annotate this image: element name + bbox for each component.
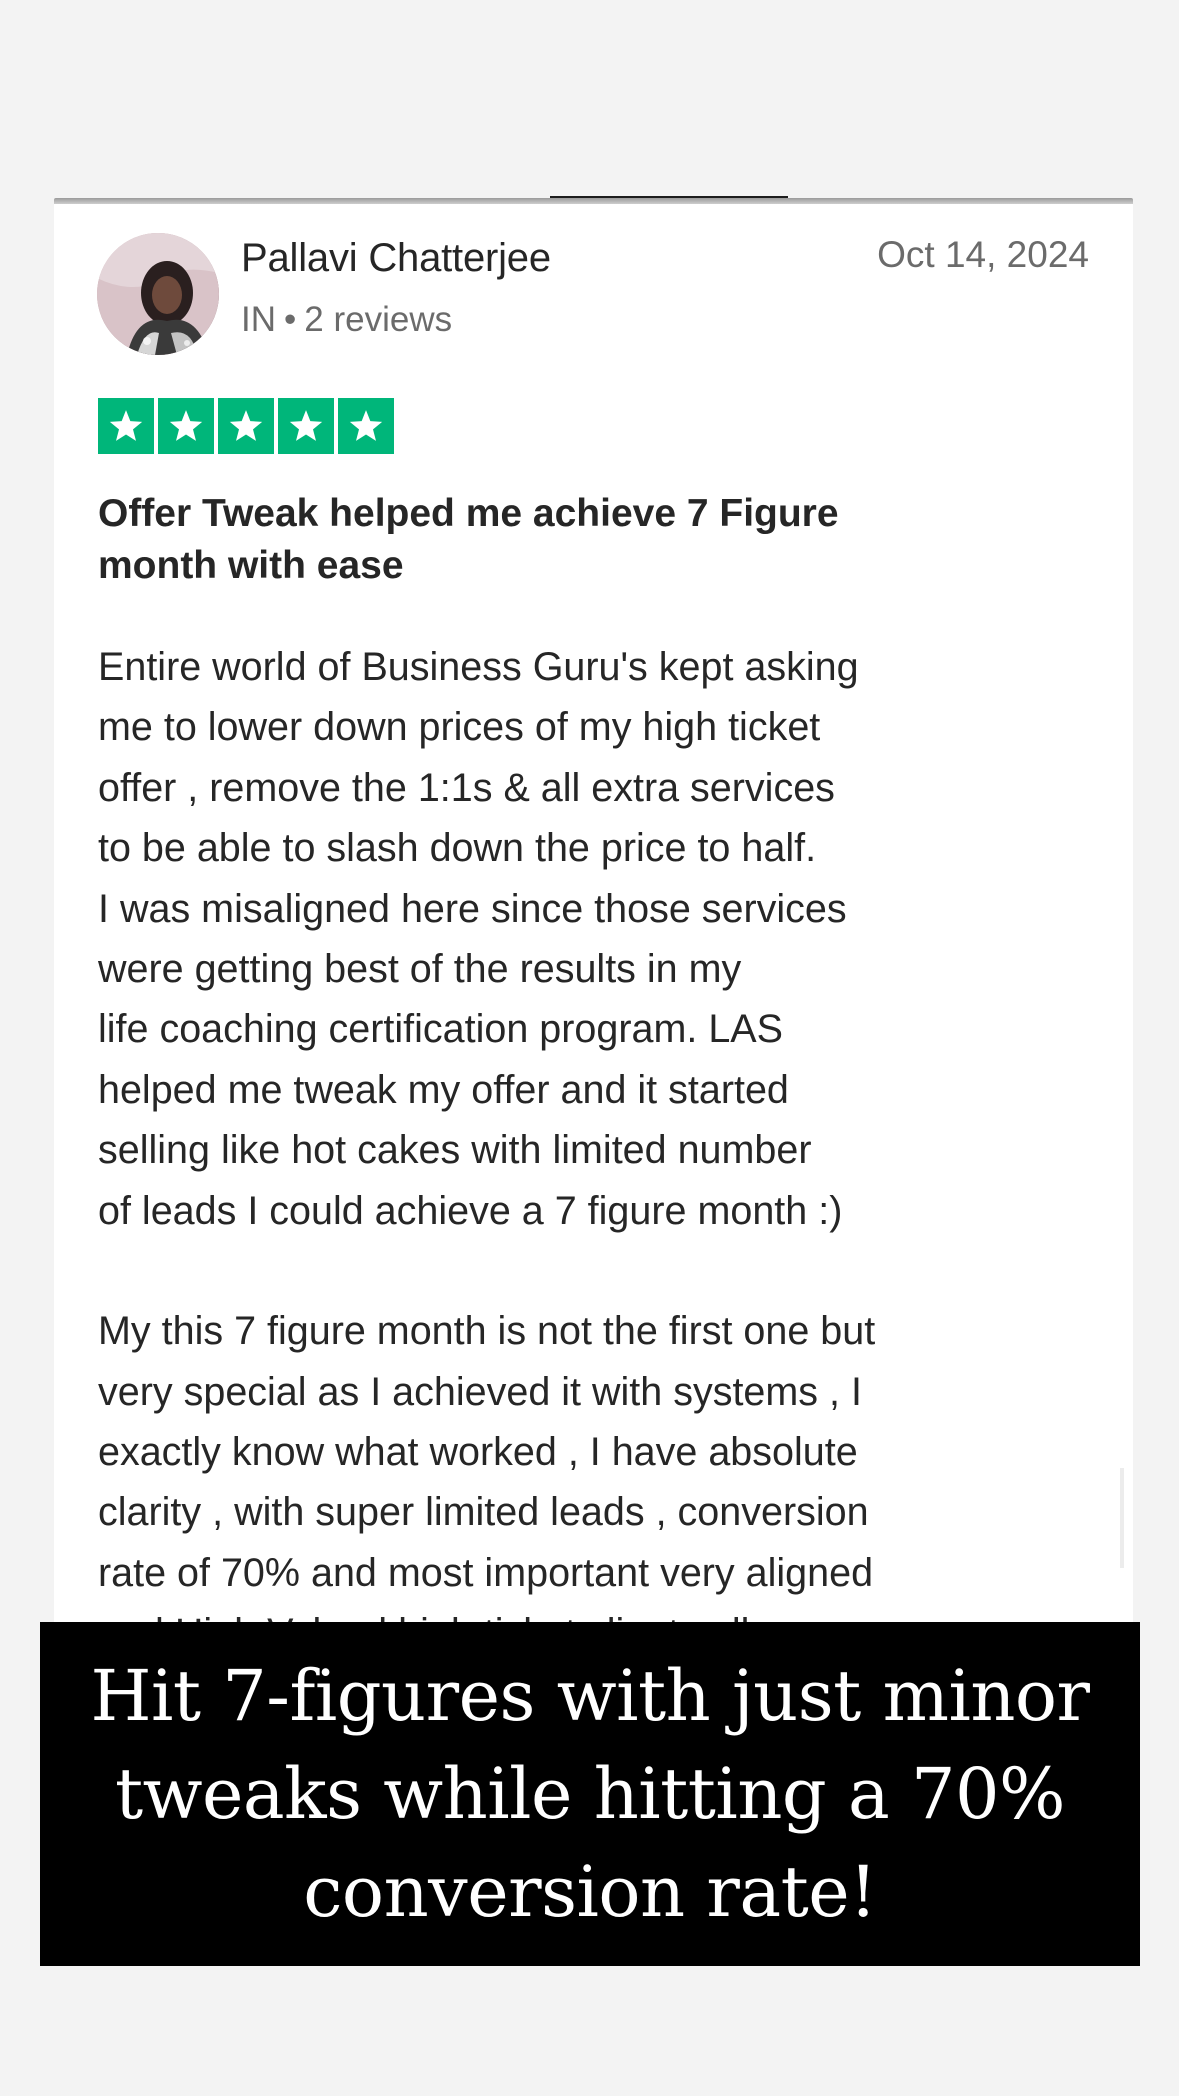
reviewer-review-count[interactable]: 2 reviews (304, 300, 453, 339)
star-icon (278, 398, 334, 454)
review-title-line: Offer Tweak helped me achieve 7 Figure (98, 492, 839, 535)
scrollbar[interactable] (1120, 1468, 1124, 1568)
avatar-photo-icon (97, 233, 219, 355)
star-icon (338, 398, 394, 454)
review-body-line: life coaching certification program. LAS (98, 1007, 784, 1052)
review-body-line: offer , remove the 1:1s & all extra services (98, 765, 835, 810)
star-icon (218, 398, 274, 454)
caption-line: Hit 7-figures with just minor (90, 1655, 1090, 1737)
review-body-line: to be able to slash down the price to half. (98, 826, 817, 871)
review-body-line: exactly know what worked , I have absolute (98, 1430, 858, 1475)
star-rating (98, 398, 394, 454)
review-body-line: were getting best of the results in my (98, 946, 742, 991)
caption-line: tweaks while hitting a 70% (114, 1753, 1066, 1835)
caption-line: conversion rate! (303, 1851, 877, 1933)
review-body-line: I was misaligned here since those services (98, 886, 847, 931)
review-title-line: month with ease (98, 544, 404, 587)
review-body-line: My this 7 figure month is not the first one but (98, 1309, 876, 1354)
review-body-line: selling like hot cakes with limited number (98, 1128, 812, 1173)
review-date: Oct 14, 2024 (877, 234, 1089, 275)
review-body-line: me to lower down prices of my high ticket (98, 705, 821, 750)
review-body-line: helped me tweak my offer and it started (98, 1067, 789, 1112)
reviewer-name[interactable]: Pallavi Chatterjee (241, 236, 551, 280)
star-icon (98, 398, 154, 454)
reviewer-country: IN (241, 300, 276, 339)
reviewer-meta (241, 300, 452, 340)
review-body-line: Entire world of Business Guru's kept asking (98, 645, 859, 689)
caption-banner (40, 1622, 1140, 1966)
avatar[interactable] (97, 233, 219, 355)
review-body (98, 637, 1058, 1664)
caption-text (60, 1647, 1120, 1941)
review-body-line: clarity , with super limited leads , conversion (98, 1490, 869, 1535)
review-body-line (98, 1241, 1058, 1301)
review-body-line: very special as I achieved it with systems , I (98, 1369, 862, 1414)
review-title (98, 488, 998, 592)
review-body-line: of leads I could achieve a 7 figure month :) (98, 1188, 843, 1233)
meta-separator: • (284, 300, 297, 339)
star-icon (158, 398, 214, 454)
review-body-line: rate of 70% and most important very aligned (98, 1550, 874, 1595)
